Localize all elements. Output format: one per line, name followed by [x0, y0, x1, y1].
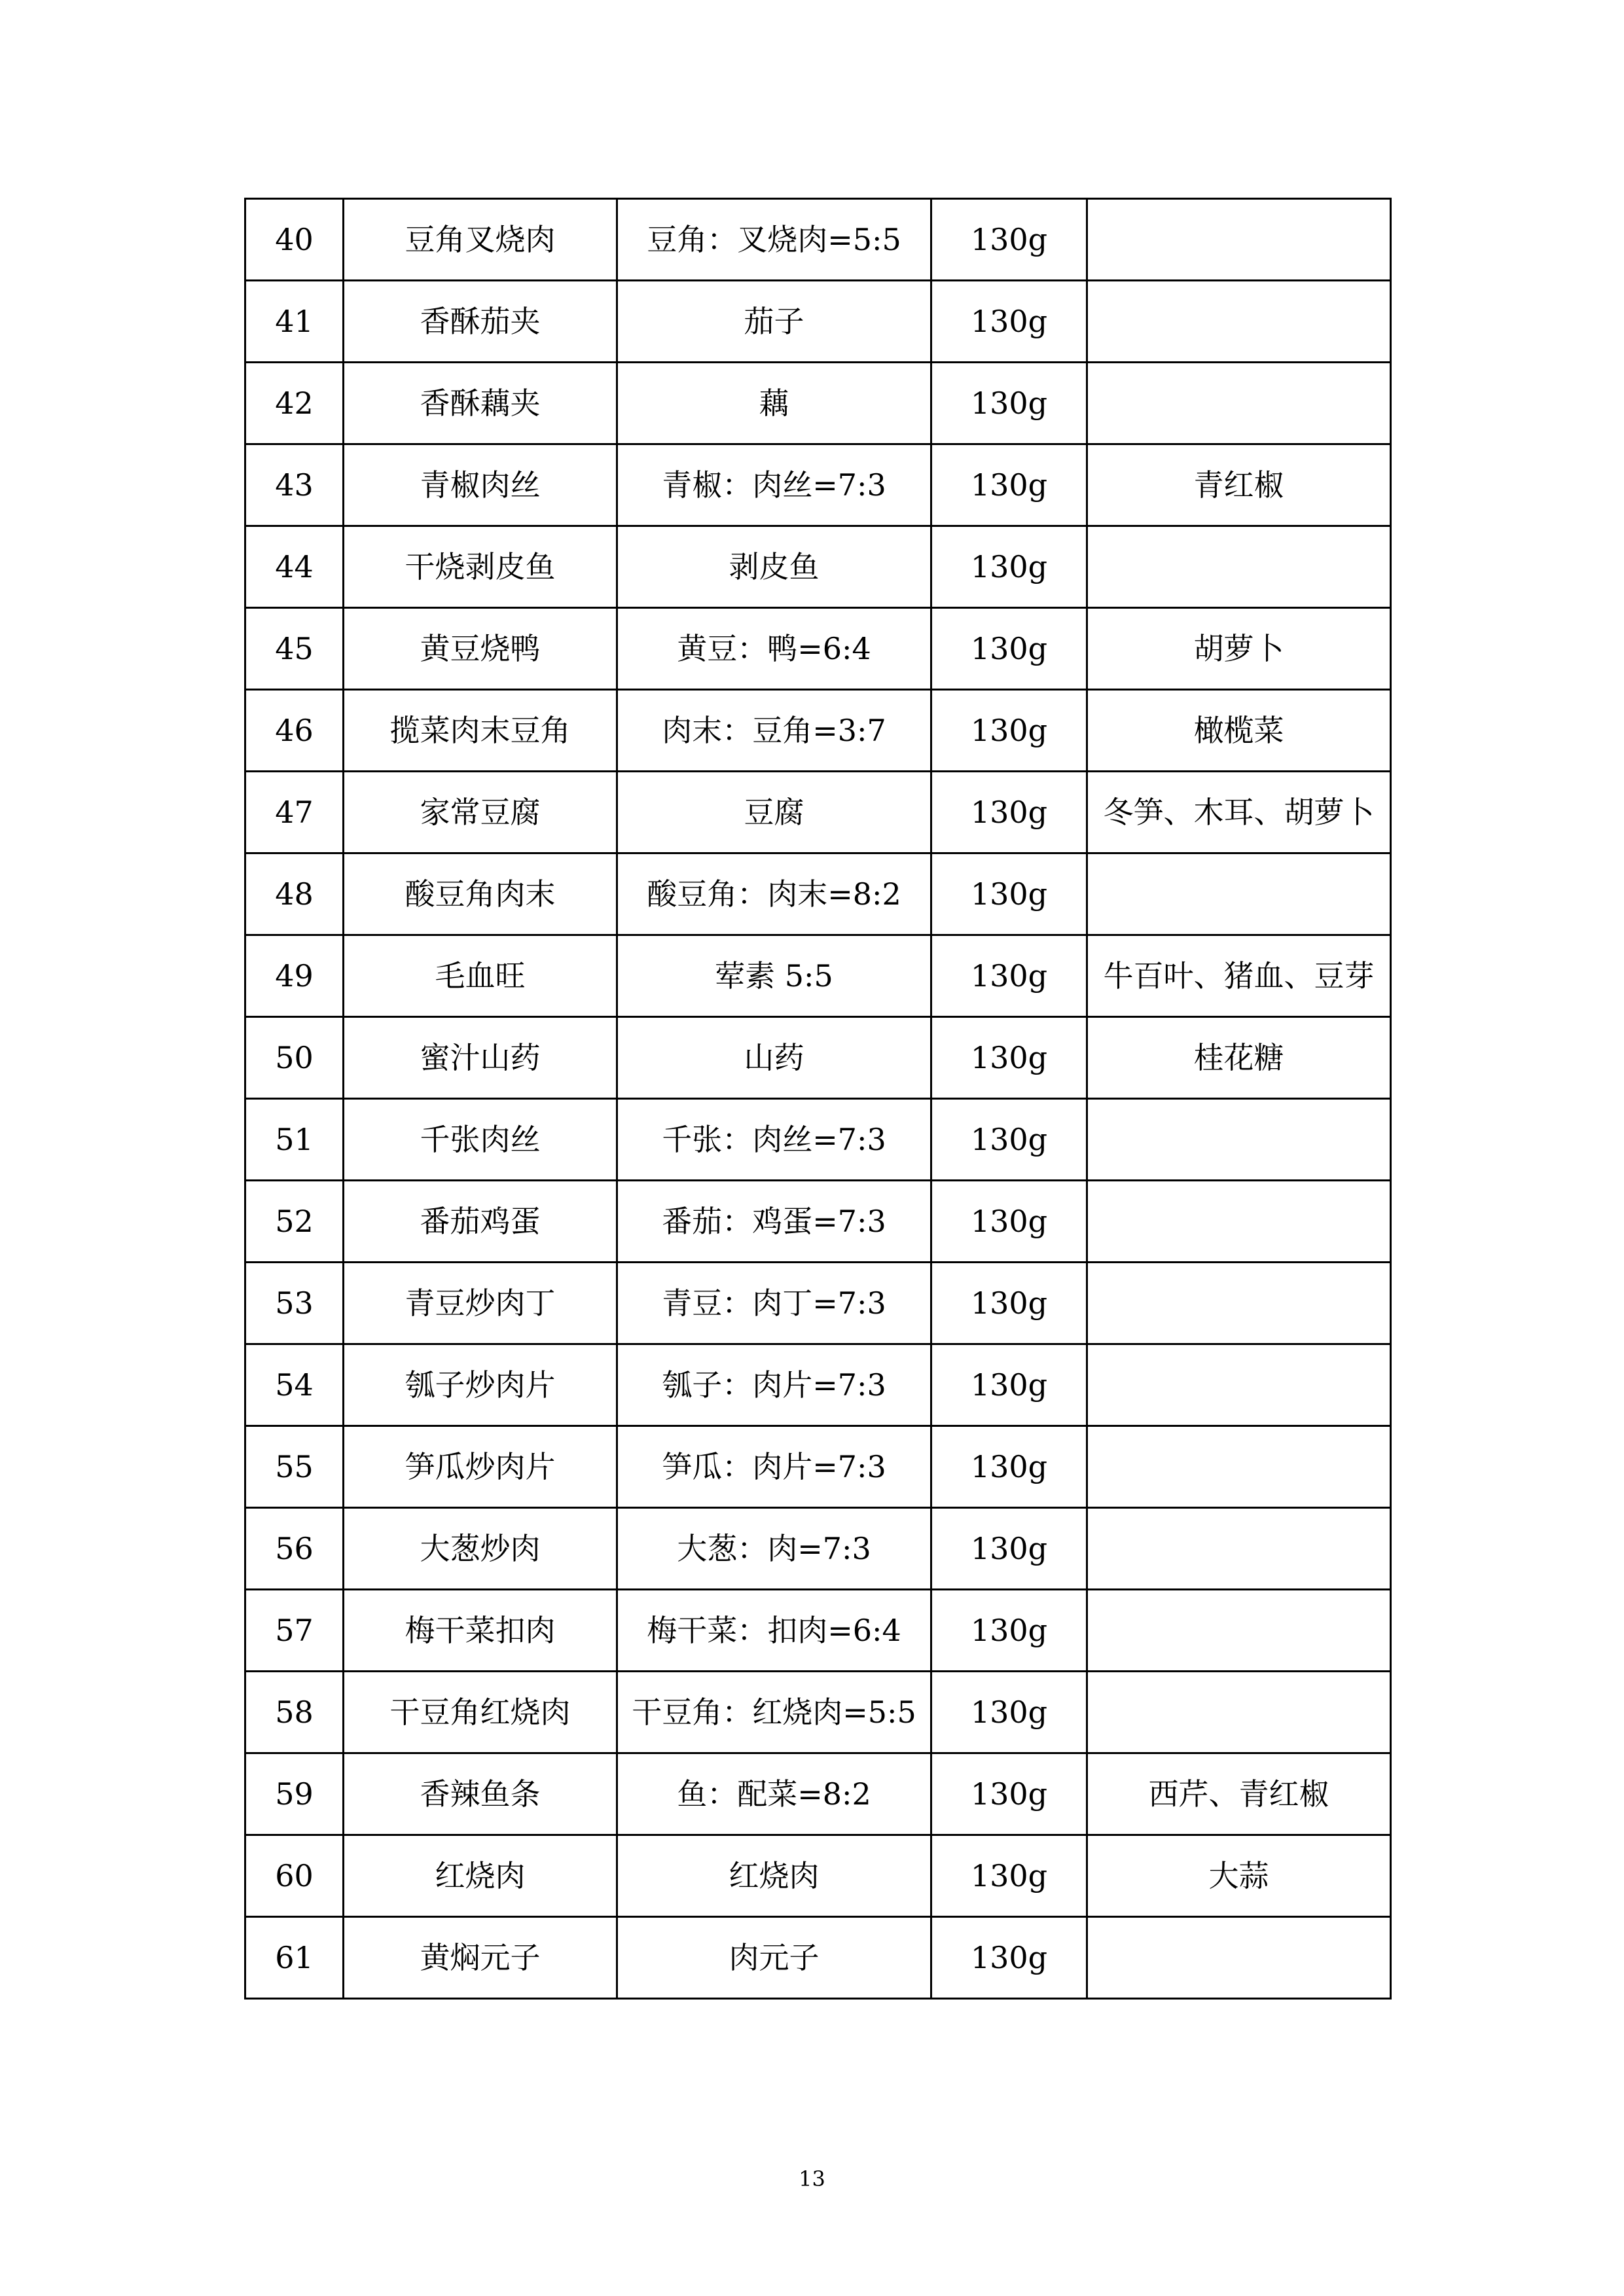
ingredient-ratio-cell: 干豆角：红烧肉=5:5: [617, 1672, 931, 1753]
portion-weight-cell: 130g: [931, 1672, 1087, 1753]
ingredient-ratio-cell: 黄豆：鸭=6:4: [617, 608, 931, 690]
ingredient-ratio-cell: 豆角：叉烧肉=5:5: [617, 199, 931, 281]
row-number-cell: 49: [245, 935, 344, 1017]
row-number-cell: 46: [245, 690, 344, 772]
table-row: [245, 1835, 1391, 1917]
side-ingredients-cell: [1087, 1917, 1391, 1999]
portion-weight-cell: 130g: [931, 1263, 1087, 1344]
portion-weight-cell: 130g: [931, 1181, 1087, 1263]
row-number-cell: 42: [245, 363, 344, 444]
row-number-cell: 59: [245, 1753, 344, 1835]
side-ingredients-cell: 青红椒: [1087, 444, 1391, 526]
ingredient-ratio-cell: 肉末：豆角=3:7: [617, 690, 931, 772]
dish-name-cell: 豆角叉烧肉: [344, 199, 617, 281]
row-number-cell: 43: [245, 444, 344, 526]
portion-weight-cell: 130g: [931, 935, 1087, 1017]
table-row: [245, 199, 1391, 281]
row-number-cell: 44: [245, 526, 344, 608]
dish-name-cell: 香辣鱼条: [344, 1753, 617, 1835]
table-row: [245, 1590, 1391, 1672]
dish-name-cell: 笋瓜炒肉片: [344, 1426, 617, 1508]
side-ingredients-cell: 胡萝卜: [1087, 608, 1391, 690]
table-row: [245, 772, 1391, 853]
ingredient-ratio-cell: 豆腐: [617, 772, 931, 853]
dish-name-cell: 黄焖元子: [344, 1917, 617, 1999]
dish-name-cell: 干豆角红烧肉: [344, 1672, 617, 1753]
table-row: [245, 1508, 1391, 1590]
dish-name-cell: 青豆炒肉丁: [344, 1263, 617, 1344]
row-number-cell: 41: [245, 281, 344, 363]
dish-name-cell: 红烧肉: [344, 1835, 617, 1917]
dish-name-cell: 梅干菜扣肉: [344, 1590, 617, 1672]
side-ingredients-cell: 牛百叶、猪血、豆芽: [1087, 935, 1391, 1017]
side-ingredients-cell: [1087, 1099, 1391, 1181]
row-number-cell: 55: [245, 1426, 344, 1508]
ingredient-ratio-cell: 瓠子：肉片=7:3: [617, 1344, 931, 1426]
ingredient-ratio-cell: 荤素 5:5: [617, 935, 931, 1017]
table-row: [245, 1181, 1391, 1263]
portion-weight-cell: 130g: [931, 1835, 1087, 1917]
dish-name-cell: 酸豆角肉末: [344, 853, 617, 935]
ingredient-ratio-cell: 剥皮鱼: [617, 526, 931, 608]
row-number-cell: 56: [245, 1508, 344, 1590]
ingredient-ratio-cell: 番茄：鸡蛋=7:3: [617, 1181, 931, 1263]
side-ingredients-cell: 冬笋、木耳、胡萝卜: [1087, 772, 1391, 853]
page-number: 13: [799, 2166, 825, 2191]
portion-weight-cell: 130g: [931, 526, 1087, 608]
ingredient-ratio-cell: 大葱：肉=7:3: [617, 1508, 931, 1590]
ingredient-ratio-cell: 青豆：肉丁=7:3: [617, 1263, 931, 1344]
table-row: [245, 526, 1391, 608]
row-number-cell: 61: [245, 1917, 344, 1999]
row-number-cell: 50: [245, 1017, 344, 1099]
dish-name-cell: 青椒肉丝: [344, 444, 617, 526]
side-ingredients-cell: [1087, 1508, 1391, 1590]
side-ingredients-cell: [1087, 526, 1391, 608]
ingredient-ratio-cell: 酸豆角：肉末=8:2: [617, 853, 931, 935]
side-ingredients-cell: 橄榄菜: [1087, 690, 1391, 772]
side-ingredients-cell: [1087, 363, 1391, 444]
side-ingredients-cell: [1087, 1181, 1391, 1263]
dish-name-cell: 揽菜肉末豆角: [344, 690, 617, 772]
portion-weight-cell: 130g: [931, 1426, 1087, 1508]
row-number-cell: 40: [245, 199, 344, 281]
table-row: [245, 363, 1391, 444]
ingredient-ratio-cell: 青椒：肉丝=7:3: [617, 444, 931, 526]
ingredient-ratio-cell: 梅干菜：扣肉=6:4: [617, 1590, 931, 1672]
portion-weight-cell: 130g: [931, 1508, 1087, 1590]
portion-weight-cell: 130g: [931, 1099, 1087, 1181]
row-number-cell: 58: [245, 1672, 344, 1753]
side-ingredients-cell: [1087, 1344, 1391, 1426]
side-ingredients-cell: [1087, 199, 1391, 281]
portion-weight-cell: 130g: [931, 608, 1087, 690]
portion-weight-cell: 130g: [931, 363, 1087, 444]
row-number-cell: 51: [245, 1099, 344, 1181]
ingredient-ratio-cell: 笋瓜：肉片=7:3: [617, 1426, 931, 1508]
table-row: [245, 1753, 1391, 1835]
dish-name-cell: 家常豆腐: [344, 772, 617, 853]
dish-name-cell: 番茄鸡蛋: [344, 1181, 617, 1263]
row-number-cell: 54: [245, 1344, 344, 1426]
side-ingredients-cell: 桂花糖: [1087, 1017, 1391, 1099]
dish-name-cell: 瓠子炒肉片: [344, 1344, 617, 1426]
row-number-cell: 53: [245, 1263, 344, 1344]
table-row: [245, 608, 1391, 690]
portion-weight-cell: 130g: [931, 281, 1087, 363]
table-row: [245, 1917, 1391, 1999]
dish-name-cell: 香酥藕夹: [344, 363, 617, 444]
portion-weight-cell: 130g: [931, 1017, 1087, 1099]
side-ingredients-cell: [1087, 1672, 1391, 1753]
dish-name-cell: 干烧剥皮鱼: [344, 526, 617, 608]
table-row: [245, 690, 1391, 772]
ingredient-ratio-cell: 茄子: [617, 281, 931, 363]
dish-name-cell: 蜜汁山药: [344, 1017, 617, 1099]
table-row: [245, 281, 1391, 363]
table-row: [245, 1426, 1391, 1508]
side-ingredients-cell: [1087, 1590, 1391, 1672]
portion-weight-cell: 130g: [931, 1753, 1087, 1835]
portion-weight-cell: 130g: [931, 1590, 1087, 1672]
table-row: [245, 935, 1391, 1017]
table-row: [245, 1263, 1391, 1344]
dish-name-cell: 大葱炒肉: [344, 1508, 617, 1590]
row-number-cell: 57: [245, 1590, 344, 1672]
side-ingredients-cell: [1087, 1263, 1391, 1344]
row-number-cell: 52: [245, 1181, 344, 1263]
menu-table-body: [245, 199, 1391, 1999]
portion-weight-cell: 130g: [931, 1917, 1087, 1999]
menu-table: [244, 198, 1392, 2000]
portion-weight-cell: 130g: [931, 1344, 1087, 1426]
table-row: [245, 1672, 1391, 1753]
portion-weight-cell: 130g: [931, 444, 1087, 526]
portion-weight-cell: 130g: [931, 853, 1087, 935]
dish-name-cell: 千张肉丝: [344, 1099, 617, 1181]
row-number-cell: 45: [245, 608, 344, 690]
dish-name-cell: 香酥茄夹: [344, 281, 617, 363]
portion-weight-cell: 130g: [931, 772, 1087, 853]
table-row: [245, 853, 1391, 935]
row-number-cell: 48: [245, 853, 344, 935]
table-row: [245, 444, 1391, 526]
side-ingredients-cell: 西芹、青红椒: [1087, 1753, 1391, 1835]
table-row: [245, 1099, 1391, 1181]
side-ingredients-cell: 大蒜: [1087, 1835, 1391, 1917]
dish-name-cell: 黄豆烧鸭: [344, 608, 617, 690]
side-ingredients-cell: [1087, 1426, 1391, 1508]
ingredient-ratio-cell: 肉元子: [617, 1917, 931, 1999]
table-row: [245, 1017, 1391, 1099]
ingredient-ratio-cell: 藕: [617, 363, 931, 444]
ingredient-ratio-cell: 山药: [617, 1017, 931, 1099]
row-number-cell: 47: [245, 772, 344, 853]
ingredient-ratio-cell: 鱼：配菜=8:2: [617, 1753, 931, 1835]
side-ingredients-cell: [1087, 853, 1391, 935]
row-number-cell: 60: [245, 1835, 344, 1917]
ingredient-ratio-cell: 千张：肉丝=7:3: [617, 1099, 931, 1181]
table-row: [245, 1344, 1391, 1426]
portion-weight-cell: 130g: [931, 690, 1087, 772]
ingredient-ratio-cell: 红烧肉: [617, 1835, 931, 1917]
side-ingredients-cell: [1087, 281, 1391, 363]
dish-name-cell: 毛血旺: [344, 935, 617, 1017]
portion-weight-cell: 130g: [931, 199, 1087, 281]
